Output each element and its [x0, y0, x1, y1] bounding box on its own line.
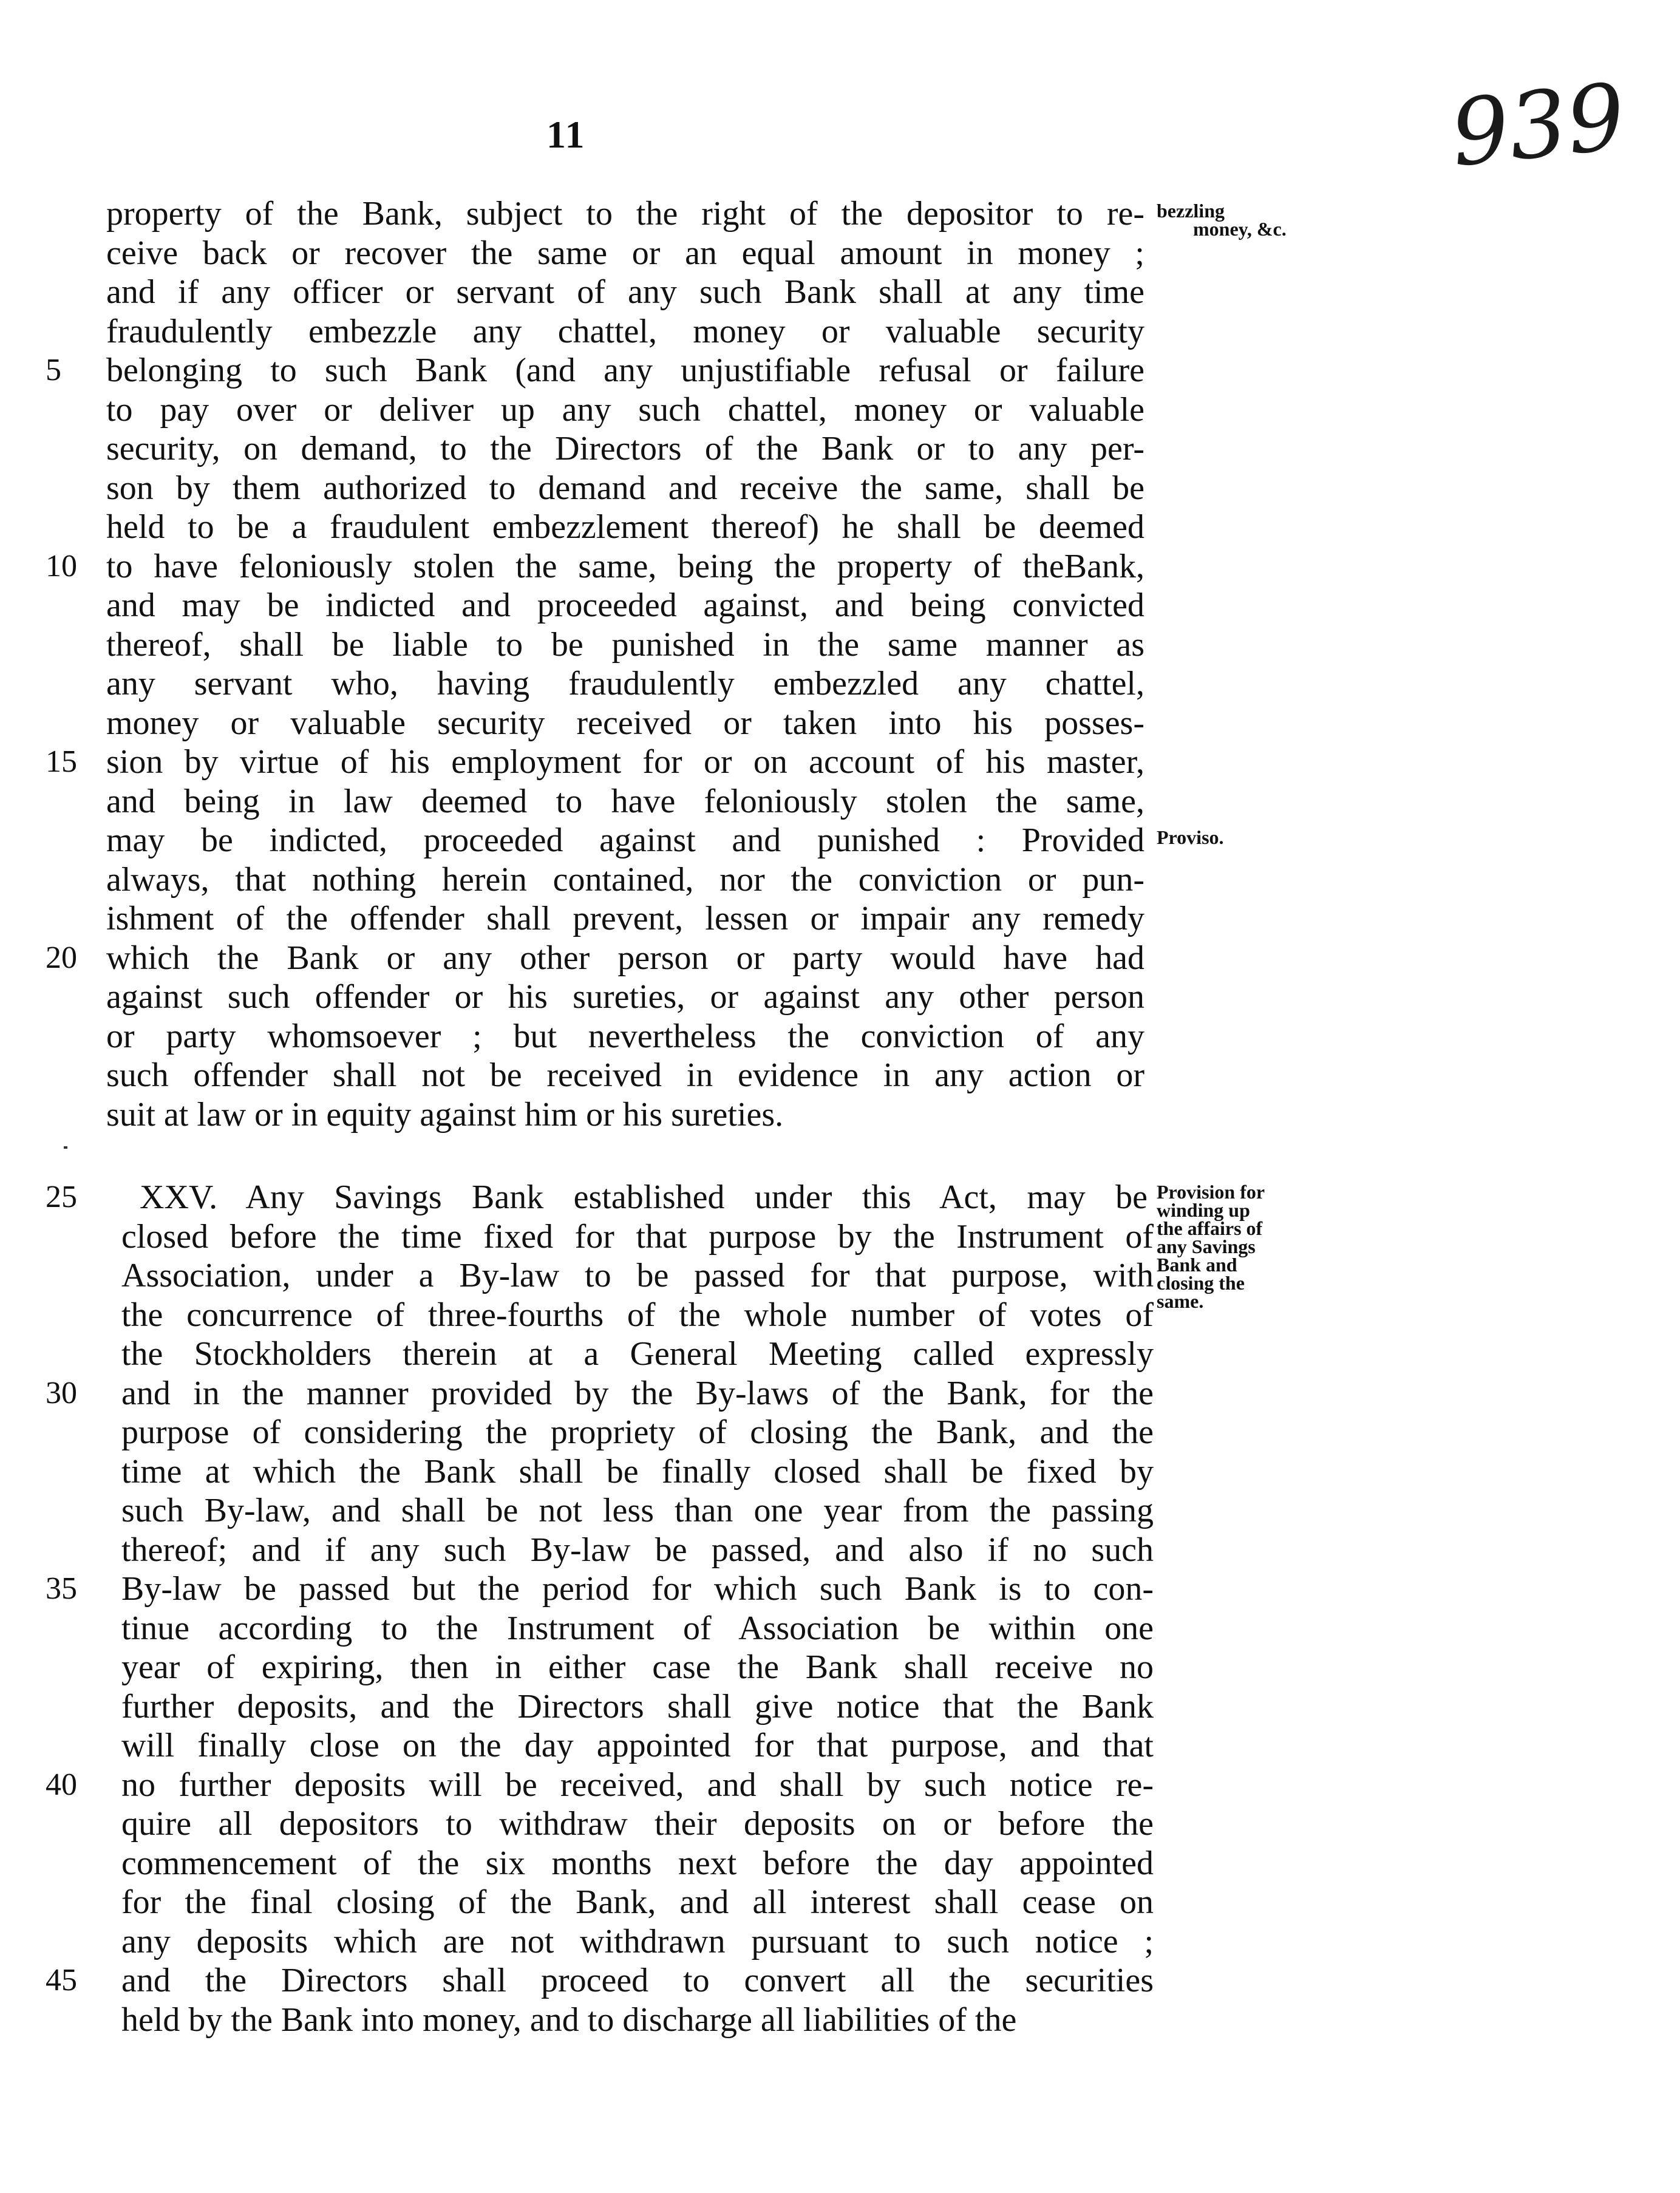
text-line: or party whomsoever ; but nevertheless the conviction of any [106, 1017, 1144, 1055]
text-line: may be indicted, proceeded against and punished : Provided [106, 821, 1144, 859]
line-number: 45 [46, 1963, 77, 1997]
margin-note-line: Provision for [1157, 1181, 1265, 1203]
margin-note [1157, 202, 1339, 238]
text-line: tinue according to the Instrument of Association be within one [121, 1609, 1154, 1647]
text-line: ishment of the offender shall prevent, lessen or impair any remedy [106, 900, 1144, 937]
text-line: son by them authorized to demand and receive the same, shall be [106, 469, 1144, 507]
text-line: and being in law deemed to have feloniously stolen the same, [106, 782, 1144, 820]
text-line: money or valuable security received or taken into his posses- [106, 704, 1144, 742]
text-line: security, on demand, to the Directors of the Bank or to any per- [106, 430, 1144, 467]
text-line: the Stockholders therein at a General Meeting called expressly [121, 1335, 1154, 1373]
text-line: fraudulently embezzle any chattel, money or valuable security [106, 312, 1144, 350]
text-line: and in the manner provided by the By-laws of the Bank, for the [121, 1374, 1154, 1412]
margin-note-line: Bank and [1157, 1254, 1237, 1276]
line-number: 5 [46, 353, 61, 387]
line-number: 20 [46, 940, 77, 975]
text-line: property of the Bank, subject to the right of the depositor to re- [106, 195, 1144, 233]
line-number: 35 [46, 1571, 77, 1606]
text-line: to have feloniously stolen the same, being the property of theBank, [106, 547, 1144, 585]
text-line: time at which the Bank shall be finally closed shall be fixed by [121, 1452, 1154, 1491]
text-line: and may be indicted and proceeded against, and being convicted [106, 586, 1144, 624]
text-line: and if any officer or servant of any such Bank shall at any time [106, 273, 1144, 311]
margin-note-line: winding up [1157, 1199, 1250, 1221]
text-line: always, that nothing herein contained, nor the conviction or pun- [106, 860, 1144, 899]
text-line: purpose of considering the propriety of closing the Bank, and the [121, 1413, 1154, 1451]
text-line: XXV. Any Savings Bank established under this Act, may be [140, 1178, 1148, 1216]
text-line: held by the Bank into money, and to discharge all liabilities of the [121, 2001, 1017, 2039]
line-number: 25 [46, 1180, 77, 1214]
text-line: commencement of the six months next before the day appointed [121, 1844, 1154, 1882]
text-line: any deposits which are not withdrawn pursuant to such notice ; [121, 1922, 1154, 1960]
margin-note-line: closing the [1157, 1272, 1245, 1294]
text-line: held to be a fraudulent embezzlement thereof) he shall be deemed [106, 508, 1144, 546]
text-line: the concurrence of three-fourths of the whole number of votes of [121, 1296, 1154, 1334]
line-number: 40 [46, 1767, 77, 1802]
text-line: will finally close on the day appointed for that purpose, and that [121, 1727, 1154, 1764]
text-line: Association, under a By-law to be passed for that purpose, with [121, 1257, 1154, 1294]
margin-note-line: same. [1157, 1290, 1204, 1312]
text-line: for the final closing of the Bank, and all interest shall cease on [121, 1883, 1154, 1921]
text-line: and the Directors shall proceed to convert all the securities [121, 1962, 1154, 1999]
margin-note-line: any Savings [1157, 1236, 1256, 1257]
section-divider [64, 1146, 67, 1149]
margin-note-line: the affairs of [1157, 1217, 1263, 1239]
text-line: which the Bank or any other person or party would have had [106, 939, 1144, 977]
handwritten-folio-number: 939 [1446, 64, 1630, 188]
margin-note-line: bezzling [1157, 200, 1225, 222]
margin-note-line: money, &c. [1193, 218, 1287, 240]
text-line: closed before the time fixed for that purpose by the Instrument of [121, 1217, 1154, 1256]
text-line: thereof; and if any such By-law be passed, and also if no such [121, 1531, 1154, 1569]
line-number: 15 [46, 744, 77, 779]
text-line: such By-law, and shall be not less than one year from the passing [121, 1492, 1154, 1529]
text-line: thereof, shall be liable to be punished in the same manner as [106, 625, 1144, 664]
text-line: such offender shall not be received in evidence in any action or [106, 1056, 1144, 1094]
text-line: no further deposits will be received, and shall by such notice re- [121, 1766, 1154, 1804]
text-line: any servant who, having fraudulently embezzled any chattel, [106, 665, 1144, 702]
text-line: further deposits, and the Directors shall give notice that the Bank [121, 1687, 1154, 1725]
line-number: 30 [46, 1375, 77, 1410]
text-line: belonging to such Bank (and any unjustifiable refusal or failure [106, 352, 1144, 389]
line-number: 10 [46, 548, 77, 583]
text-line: ceive back or recover the same or an equal amount in money ; [106, 234, 1144, 272]
margin-note [1157, 828, 1339, 846]
page-number: 11 [546, 113, 586, 156]
margin-note-provision [1157, 1183, 1339, 1310]
text-line: quire all depositors to withdraw their deposits on or before the [121, 1805, 1154, 1843]
text-line: to pay over or deliver up any such chattel, money or valuable [106, 390, 1144, 429]
text-line: year of expiring, then in either case the Bank shall receive no [121, 1648, 1154, 1686]
text-line: By-law be passed but the period for which such Bank is to con- [121, 1570, 1154, 1608]
text-line: sion by virtue of his employment for or on account of his master, [106, 743, 1144, 781]
text-line: against such offender or his sureties, or against any other person [106, 978, 1144, 1016]
text-line: suit at law or in equity against him or his sureties. [106, 1095, 784, 1134]
margin-note-line: Proviso. [1157, 826, 1224, 848]
